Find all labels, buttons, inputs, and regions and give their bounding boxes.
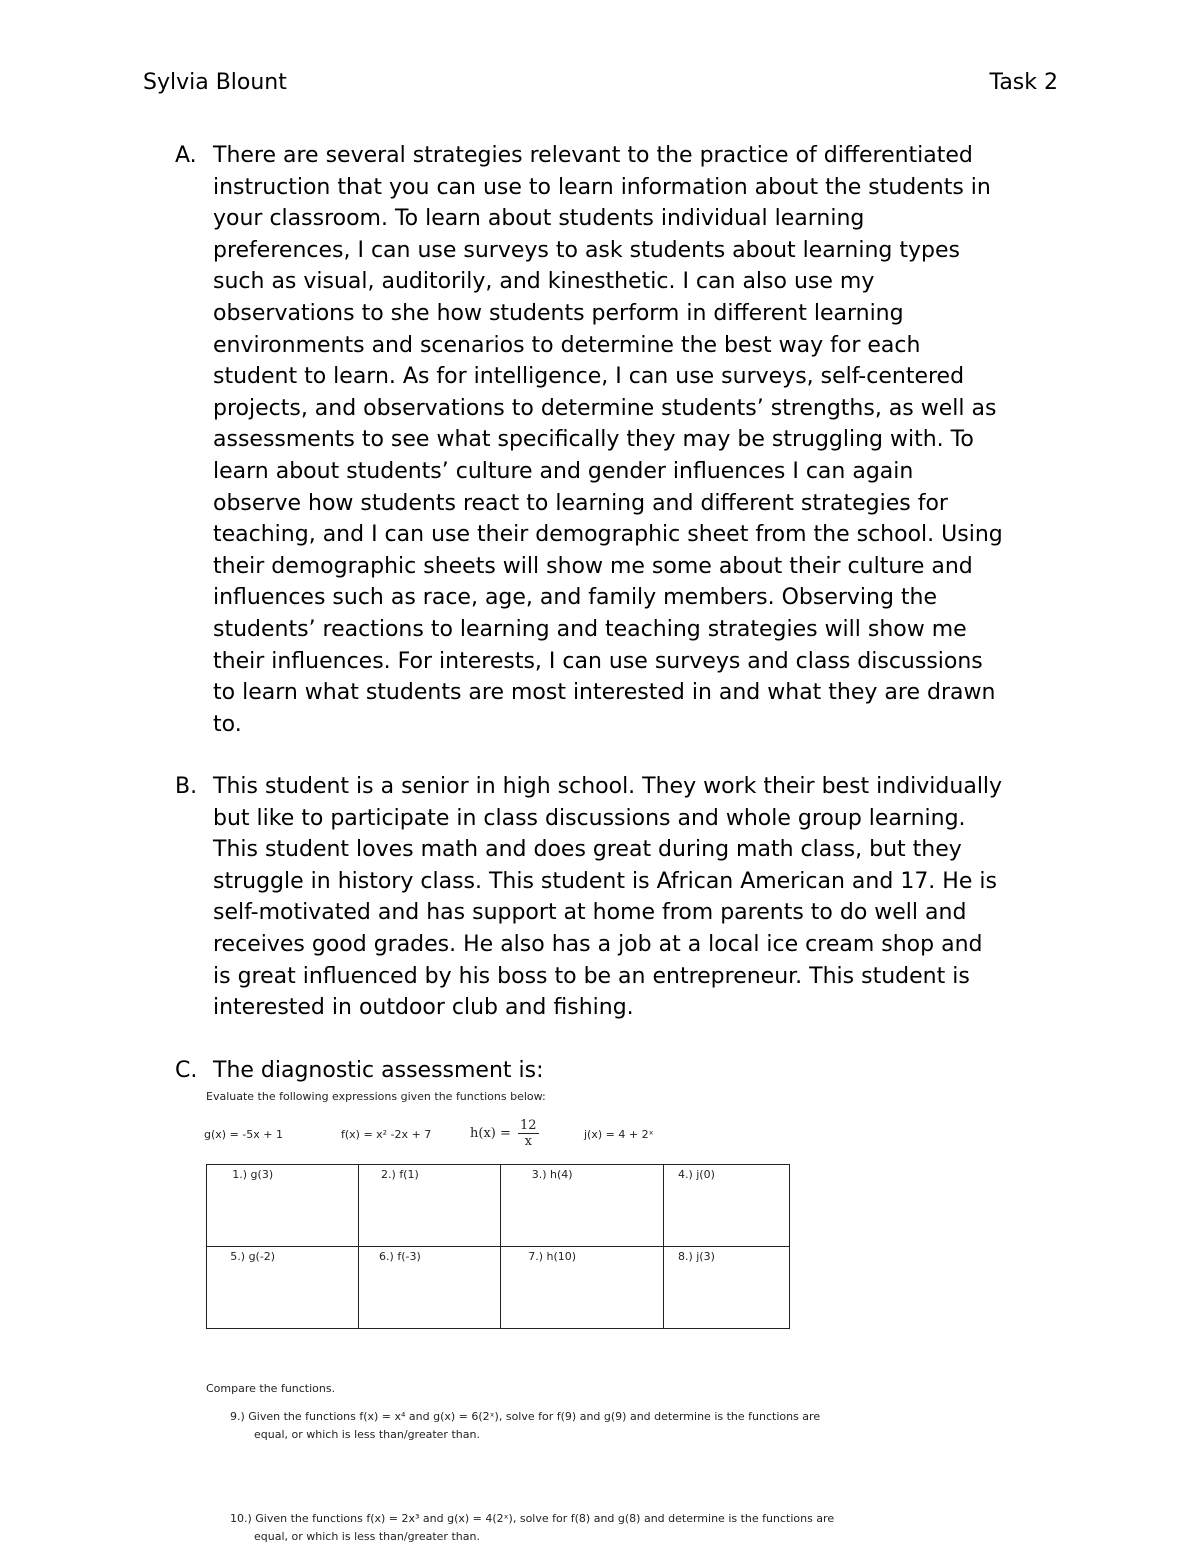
grid-cell: 8.) j(3): [663, 1247, 789, 1329]
paragraph-a-line: such as visual, auditorily, and kinesthetic. I can also use my: [213, 269, 875, 295]
list-marker-a: A.: [175, 143, 197, 168]
paragraph-a-line: teaching, and I can use their demographic sheet from the school. Using: [213, 522, 1003, 548]
list-item-a: [175, 140, 1070, 740]
question-10-line1: 10.) Given the functions f(x) = 2x³ and g(x) = 4(2ˣ), solve for f(8) and g(8) and determine is the functions are: [230, 1512, 835, 1525]
function-h-denominator: x: [524, 1134, 532, 1149]
paragraph-a-line: learn about students’ culture and gender influences I can again: [213, 458, 914, 484]
paragraph-a-line: preferences, I can use surveys to ask students about learning types: [213, 237, 961, 263]
paragraph-a-line: their influences. For interests, I can use surveys and class discussions: [213, 648, 983, 674]
header-task: Task 2: [989, 70, 1058, 95]
question-9-line2: equal, or which is less than/greater than.: [254, 1428, 480, 1441]
paragraph-b-line: is great influenced by his boss to be an entrepreneur. This student is: [213, 963, 970, 989]
paragraph-c: [213, 1055, 1070, 1087]
paragraph-a-line: student to learn. As for intelligence, I can use surveys, self-centered: [213, 364, 965, 390]
list-item-b: [175, 771, 1070, 1024]
function-g: g(x) = -5x + 1: [204, 1128, 283, 1141]
paragraph-a-line: observations to she how students perform in different learning: [213, 300, 904, 326]
list-marker-b: B.: [175, 774, 198, 799]
question-9: [230, 1408, 820, 1444]
paragraph-b-line: This student loves math and does great during math class, but they: [213, 837, 962, 863]
grid-cell: 4.) j(0): [663, 1165, 789, 1247]
question-10-line2: equal, or which is less than/greater than.: [254, 1530, 480, 1543]
paragraph-a-line: assessments to see what specifically they may be struggling with. To: [213, 427, 974, 453]
function-f: f(x) = x² -2x + 7: [341, 1128, 432, 1141]
list-item-c: [175, 1055, 1070, 1087]
paragraph-a-line: influences such as race, age, and family members. Observing the: [213, 585, 938, 611]
grid-cell: 2.) f(1): [359, 1165, 501, 1247]
assessment-instruction: Evaluate the following expressions given the functions below:: [206, 1090, 546, 1103]
paragraph-a-line: to learn what students are most interested in and what they are drawn: [213, 680, 996, 706]
paragraph-b-line: self-motivated and has support at home from parents to do well and: [213, 900, 967, 926]
paragraph-b-line: This student is a senior in high school. They work their best individually: [213, 774, 1003, 799]
list-marker-c: C.: [175, 1058, 198, 1083]
paragraph-b-line: struggle in history class. This student is African American and 17. He is: [213, 868, 997, 894]
paragraph-a-line: environments and scenarios to determine the best way for each: [213, 332, 921, 358]
function-h-prefix: h(x) =: [470, 1126, 511, 1141]
grid-cell: 6.) f(-3): [359, 1247, 501, 1329]
question-9-line1: 9.) Given the functions f(x) = x⁴ and g(x) = 6(2ˣ), solve for f(9) and g(9) and determine is the functions are: [230, 1410, 821, 1423]
paragraph-b-line: but like to participate in class discussions and whole group learning.: [213, 805, 966, 831]
header-author: Sylvia Blount: [143, 70, 287, 95]
paragraph-a-line: There are several strategies relevant to the practice of differentiated: [213, 143, 973, 168]
grid-cell: 5.) g(-2): [207, 1247, 359, 1329]
function-j: j(x) = 4 + 2ˣ: [584, 1128, 654, 1141]
grid-cell: 3.) h(4): [501, 1165, 663, 1247]
paragraph-a-line: their demographic sheets will show me some about their culture and: [213, 553, 973, 579]
paragraph-b-line: receives good grades. He also has a job at a local ice cream shop and: [213, 931, 983, 957]
grid-row: [207, 1247, 790, 1329]
function-h: [470, 1118, 539, 1149]
paragraph-b-line: interested in outdoor club and fishing.: [213, 995, 634, 1021]
function-h-fraction: [518, 1118, 539, 1149]
grid-cell: 1.) g(3): [207, 1165, 359, 1247]
paragraph-a-line: observe how students react to learning and different strategies for: [213, 490, 948, 516]
paragraph-a-line: your classroom. To learn about students individual learning: [213, 206, 865, 232]
grid-row: [207, 1165, 790, 1247]
question-10: [230, 1510, 834, 1546]
paragraph-a-line: to.: [213, 711, 242, 737]
problem-grid: [206, 1164, 790, 1329]
paragraph-a-line: instruction that you can use to learn information about the students in: [213, 174, 991, 200]
paragraph-a: [213, 140, 1070, 740]
paragraph-a-line: students’ reactions to learning and teaching strategies will show me: [213, 616, 967, 642]
paragraph-b: [213, 771, 1070, 1024]
grid-cell: 7.) h(10): [501, 1247, 663, 1329]
function-h-numerator: 12: [520, 1118, 537, 1133]
section-c-title: The diagnostic assessment is:: [213, 1058, 544, 1083]
compare-heading: Compare the functions.: [206, 1382, 336, 1395]
paragraph-a-line: projects, and observations to determine students’ strengths, as well as: [213, 395, 997, 421]
